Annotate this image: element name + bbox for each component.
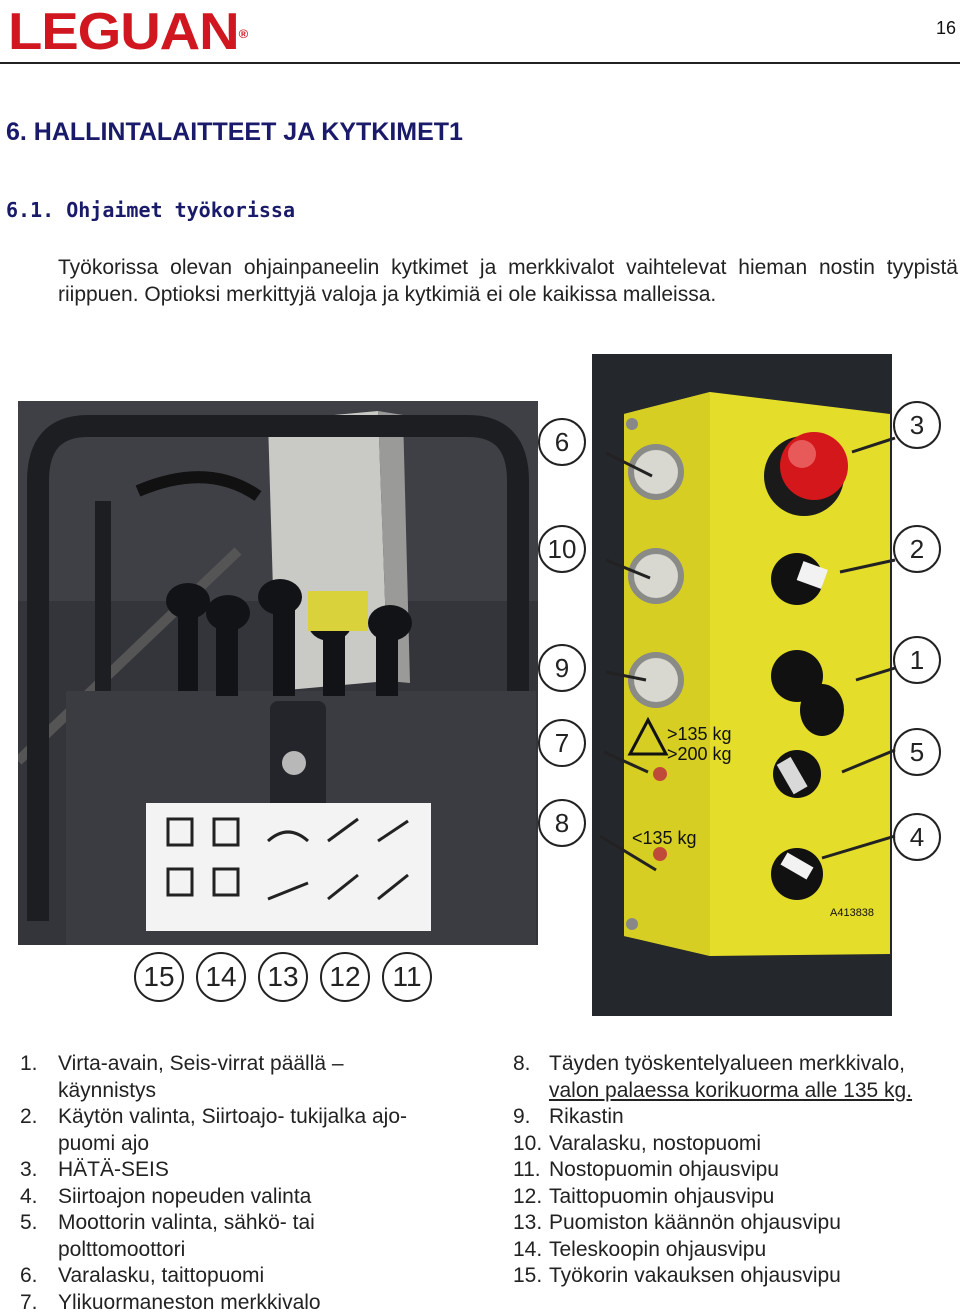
callout-5: 5	[893, 728, 941, 776]
legend-text-cont: käynnistys	[58, 1078, 460, 1105]
legend-number: 12.	[513, 1184, 542, 1211]
section-title: 6. HALLINTALAITTEET JA KYTKIMET1	[6, 118, 463, 147]
legend-number: 8.	[513, 1051, 531, 1078]
legend-text: HÄTÄ-SEIS	[58, 1157, 460, 1184]
callout-9: 9	[538, 644, 586, 692]
overload-low-label: <135 kg	[632, 828, 697, 848]
legend-item-12	[513, 1184, 958, 1211]
legend-number: 10.	[513, 1131, 542, 1158]
legend-number: 1.	[20, 1051, 38, 1078]
callout-15: 15	[134, 952, 184, 1002]
legend-text: Ylikuormaneston merkkivalo	[58, 1290, 460, 1316]
legend-item-5	[20, 1210, 460, 1263]
callout-8: 8	[538, 799, 586, 847]
legend-item-13	[513, 1210, 958, 1237]
callout-13: 13	[258, 952, 308, 1002]
page-number: 16	[936, 18, 956, 39]
callout-3: 3	[893, 401, 941, 449]
brand-name: LEGUAN	[8, 3, 239, 61]
callout-11: 11	[382, 952, 432, 1002]
legend-number: 9.	[513, 1104, 531, 1131]
legend-item-11	[513, 1157, 958, 1184]
overload-high-label: >135 kg	[667, 724, 732, 744]
legend-list-left	[20, 1051, 460, 1316]
callout-4: 4	[893, 813, 941, 861]
legend-text: Täyden työskentelyalueen merkkivalo,	[549, 1051, 958, 1078]
callout-1: 1	[893, 636, 941, 684]
legend-number: 6.	[20, 1263, 38, 1290]
legend-number: 4.	[20, 1184, 38, 1211]
callout-12: 12	[320, 952, 370, 1002]
legend-number: 7.	[20, 1290, 38, 1316]
legend-text: Taittopuomin ohjausvipu	[549, 1184, 958, 1211]
legend-text: Käytön valinta, Siirtoajo- tukijalka ajo-	[58, 1104, 460, 1131]
legend-item-1	[20, 1051, 460, 1104]
legend-text: Siirtoajon nopeuden valinta	[58, 1184, 460, 1211]
subsection-title: 6.1. Ohjaimet työkorissa	[6, 198, 295, 222]
legend-item-6	[20, 1263, 460, 1290]
legend-number: 11.	[513, 1157, 541, 1184]
legend-text: Varalasku, taittopuomi	[58, 1263, 460, 1290]
legend-text: Rikastin	[549, 1104, 958, 1131]
callout-14: 14	[196, 952, 246, 1002]
registered-mark: ®	[239, 27, 247, 41]
legend-text: Puomiston käännön ohjausvipu	[549, 1210, 958, 1237]
legend-item-3	[20, 1157, 460, 1184]
callout-2: 2	[893, 525, 941, 573]
legend-text-cont: polttomoottori	[58, 1237, 460, 1264]
callout-6: 6	[538, 418, 586, 466]
legend-item-15	[513, 1263, 958, 1290]
legend-text: Varalasku, nostopuomi	[549, 1131, 958, 1158]
legend-item-8	[513, 1051, 958, 1104]
callout-10: 10	[538, 525, 586, 573]
legend-text-cont: valon palaessa korikuorma alle 135 kg.	[549, 1078, 958, 1105]
legend-item-10	[513, 1131, 958, 1158]
legend-text: Moottorin valinta, sähkö- tai	[58, 1210, 460, 1237]
legend-text: Virta-avain, Seis-virrat päällä –	[58, 1051, 460, 1078]
legend-number: 13.	[513, 1210, 542, 1237]
panel-serial-label: A413838	[830, 907, 874, 919]
legend-item-2	[20, 1104, 460, 1157]
legend-number: 3.	[20, 1157, 38, 1184]
legend-number: 2.	[20, 1104, 38, 1131]
legend-item-9	[513, 1104, 958, 1131]
legend-number: 14.	[513, 1237, 542, 1264]
legend-item-14	[513, 1237, 958, 1264]
legend-item-7	[20, 1290, 460, 1316]
legend-list-right	[513, 1051, 958, 1290]
callout-7: 7	[538, 719, 586, 767]
overload-high2-label: >200 kg	[667, 744, 732, 764]
legend-number: 15.	[513, 1263, 542, 1290]
legend-text: Nostopuomin ohjausvipu	[549, 1157, 958, 1184]
legend-text-cont: puomi ajo	[58, 1131, 460, 1158]
legend-number: 5.	[20, 1210, 38, 1237]
legend-text: Työkorin vakauksen ohjausvipu	[549, 1263, 958, 1290]
legend-item-4	[20, 1184, 460, 1211]
intro-paragraph: Työkorissa olevan ohjainpaneelin kytkimet ja merkkivalot vaihtelevat hieman nostin tyypistä riippuen. Optioksi merkittyjä valoja ja kytkimiä ei ole kaikissa malleissa.	[58, 254, 958, 308]
legend-text: Teleskoopin ohjausvipu	[549, 1237, 958, 1264]
